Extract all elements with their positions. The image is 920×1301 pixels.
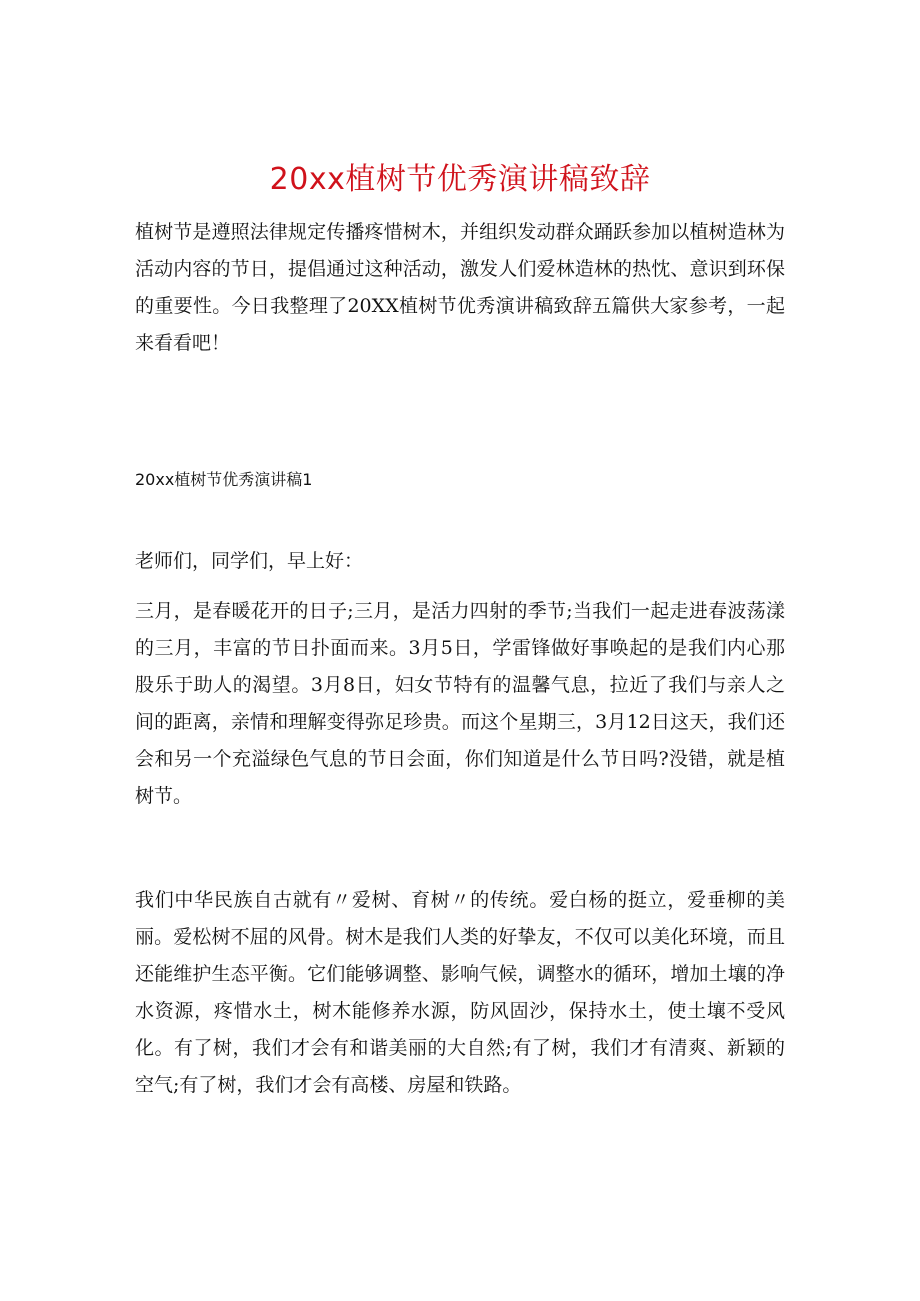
section-heading: 20xx植树节优秀演讲稿1 [135,470,313,489]
intro-paragraph: 植树节是遵照法律规定传播疼惜树木，并组织发动群众踊跃参加以植树造林为活动内容的节日，提倡通过这种活动，激发人们爱林造林的热忱、意识到环保的重要性。今日我整理了20XX植树节优秀演讲稿致辞五篇供大家参考，一起来看看吧！ [135,221,785,354]
body-paragraph-2: 我们中华民族自古就有〃爱树、育树〃的传统。爱白杨的挺立，爱垂柳的美丽。爱松树不屈的风骨。树木是我们人类的好挚友，不仅可以美化环境，而且还能维护生态平衡。它们能够调整、影响气候，调整水的循环，增加土壤的净水资源，疼惜水土，树木能修养水源，防风固沙，保持水土，使土壤不受风化。有了树，我们才会有和谐美丽的大自然;有了树，我们才有清爽、新颖的空气;有了树，我们才会有高楼、房屋和铁路。 [135,889,785,1096]
document-title: 20xx植树节优秀演讲稿致辞 [269,162,651,198]
body-paragraph-1: 三月，是春暖花开的日子;三月，是活力四射的季节;当我们一起走进春波荡漾的三月，丰富的节日扑面而来。3月5日，学雷锋做好事唤起的是我们内心那股乐于助人的渴望。3月8日，妇女节特有的温馨气息，拉近了我们与亲人之间的距离，亲情和理解变得弥足珍贵。而这个星期三，3月12日这天，我们还会和另一个充溢绿色气息的节日会面，你们知道是什么节日吗?没错，就是植树节。 [135,600,785,807]
greeting-line: 老师们，同学们，早上好： [135,550,364,572]
